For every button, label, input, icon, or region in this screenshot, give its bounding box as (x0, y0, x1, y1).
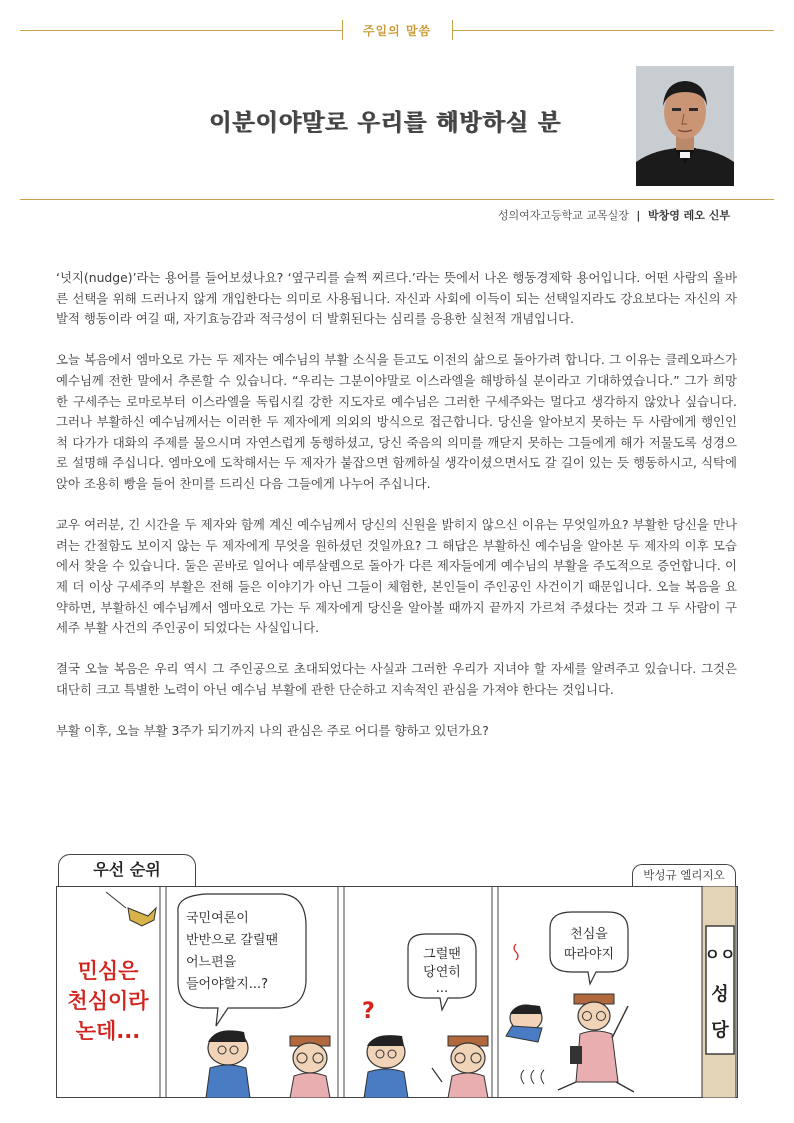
cartoon (56, 854, 738, 1098)
question-mark: ? (362, 999, 375, 1024)
page-title-text: 이분이야말로 우리를 해방하실 분 (208, 110, 562, 136)
byline (498, 207, 730, 223)
page-title (160, 104, 610, 137)
cartoon-panels (56, 886, 738, 1098)
bubble-text-line: 그럴땐 (423, 947, 461, 962)
paragraph: ‘넛지(nudge)’라는 용어를 들어보셨나요? ‘옆구리를 슬쩍 찌르다.’라는 뜻에서 나온 행동경제학 용어입니다. 어떤 사람의 올바른 선택을 위해 드러나지 않게 개입한다는 의미로 사용됩니다. 자신과 사회에 이득이 되는 선택일지라도 강요보다는 자신의 자발적 행동이라 여길 때, 자기효능감과 적극성이 더 발휘된다는 심리를 응용한 실천적 개념입니다. (56, 270, 737, 327)
bubble-text-line: 반반으로 갈릴땐 (186, 933, 279, 948)
author-portrait-image (636, 66, 734, 186)
man-figure (206, 1030, 250, 1098)
paragraph: 부활 이후, 오늘 부활 3주가 되기까지 나의 관심은 주로 어디를 향하고 있던가요? (56, 723, 489, 739)
panel1-text-line: 민심은 (77, 959, 139, 983)
man-figure (364, 1035, 408, 1098)
header-rule-left (20, 30, 342, 31)
paragraph: 교우 여러분, 긴 시간을 두 제자와 함께 계신 예수님께서 당신의 신원을 밝히지 않으신 이유는 무엇일까요? 부활한 당신을 만나려는 간절함도 보이지 않는 두 제자에게 무엇을 원하셨던 것일까요? 그 해답은 부활하신 예수님을 알아본 두 제자의 이후 모습에서 찾을 수 있습니다. 둘은 곧바로 일어나 예루살렘으로 돌아가 다른 제자들에게 예수님의 부활을 주도적으로 증언합니다. 이제 더 이상 구세주의 부활은 전해 들은 이야기가 아닌 그들이 체험한, 본인들이 주인공인 사건이기 때문입니다. 오늘 복음을 요약하면, 부활하신 예수님께서 엠마오로 가는 두 제자에게 당신을 알아볼 때까지 끝까지 가르쳐 주셨다는 것과 그 두 사람이 구세주 부활 사건의 주인공이 되었다는 사실입니다. (56, 517, 737, 636)
paragraph: 결국 오늘 복음은 우리 역시 그 주인공으로 초대되었다는 사실과 그러한 우리가 지녀야 할 자세를 알려주고 있습니다. 그것은 대단히 크고 특별한 노력이 아닌 예수님 부활에 관한 단순하고 지속적인 관심을 가져야 한다는 것입니다. (56, 661, 737, 697)
header-rule-right (452, 30, 774, 31)
byline-separator: | (636, 209, 641, 222)
bubble-text-line: 들어야할지...? (186, 977, 269, 992)
author-portrait (636, 66, 734, 186)
priest-figure (432, 1036, 488, 1098)
cartoon-credit: 박성규 엘리지오 (643, 868, 725, 882)
priest-figure (290, 1036, 330, 1098)
panel1-text-line: 천심이라 (67, 989, 149, 1013)
bubble-text-line: 국민여론이 (186, 911, 249, 926)
cartoon-title: 우선 순위 (93, 860, 161, 879)
panel1-text-line: 논데... (75, 1019, 141, 1043)
bird-icon (106, 892, 156, 926)
header-divider (20, 199, 774, 200)
man-figure-leaning (506, 944, 542, 1042)
paragraph: 오늘 복음에서 엠마오로 가는 두 제자는 예수님의 부활 소식을 듣고도 이전의 삶으로 돌아가려 합니다. 그 이유는 클레오파스가 예수님께 전한 말에서 추론할 수 있습니다. “우리는 그분이야말로 이스라엘을 해방하실 분이라고 기대하였습니다.” 그가 희망한 구세주는 로마로부터 이스라엘을 독립시킬 강한 지도자로 예수님은 그러한 구세주와는 멀다고 생각하지 않았나 싶습니다. 그러나 부활하신 예수님께서는 이러한 두 제자에게 의외의 방식으로 접근합니다. 당신을 알아보지 못하는 두 사람에게 행인인 척 다가가 대화의 주제를 물으시며 자연스럽게 동행하셨고, 당신 죽음의 의미를 깨닫지 못하는 그들에게 해가 저물도록 성경으로 설명해 주십니다. 엠마오에 도착해서는 두 제자가 붙잡으면 함께하실 생각이셨으면서도 갈 길이 있는 듯 행동하시고, 식탁에 앉아 조용히 빵을 들어 찬미를 드리신 다음 그들에게 나누어 주십니다. (56, 352, 737, 491)
bubble-text-line: ... (435, 981, 449, 996)
byline-affiliation: 성의여자고등학교 교목실장 (497, 209, 629, 222)
section-label: 주일의 말씀 (362, 24, 432, 38)
bubble-text-line: 어느편을 (186, 955, 237, 970)
byline-author: 박창영 레오 신부 (647, 209, 730, 222)
church-sign-text: 성 (711, 984, 729, 1005)
bubble-text-line: 당연히 (423, 965, 461, 980)
article-body (56, 268, 737, 762)
church-sign-text: ㅇㅇ (704, 945, 736, 964)
church-sign-text: 당 (711, 1020, 729, 1041)
bubble-text-line: 천심을 (570, 927, 608, 942)
bubble-text-line: 따라야지 (563, 947, 615, 962)
